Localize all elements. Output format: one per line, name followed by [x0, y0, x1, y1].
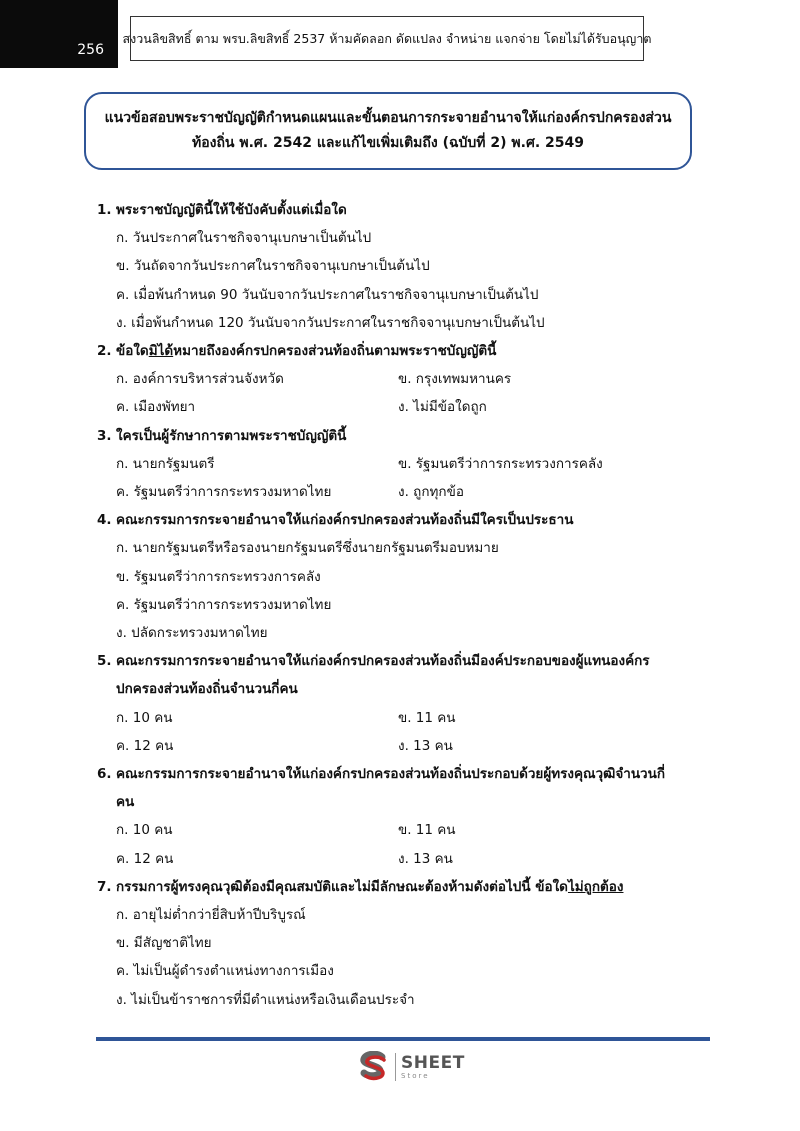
question-7	[97, 873, 707, 901]
logo-word: SHEET	[401, 1052, 465, 1073]
question-text: คณะกรรมการกระจายอำนาจให้แก่องค์กรปกครองส่วนท้องถิ่นมีใครเป็นประธาน	[116, 512, 574, 529]
option: ง. ไม่เป็นข้าราชการที่มีตำแหน่งหรือเงินเดือนประจำ	[116, 991, 415, 1008]
option: ง. เมื่อพ้นกำหนด 120 วันนับจากวันประกาศในราชกิจจานุเบกษาเป็นต้นไป	[116, 314, 545, 331]
question-text-line1: คณะกรรมการกระจายอำนาจให้แก่องค์กรปกครองส่วนท้องถิ่นประกอบด้วยผู้ทรงคุณวุฒิจำนวนกี่	[116, 766, 666, 783]
option: ข. รัฐมนตรีว่าการกระทรวงการคลัง	[116, 568, 321, 585]
question-3	[97, 422, 707, 450]
question-text-line2: ปกครองส่วนท้องถิ่นจำนวนกี่คน	[116, 681, 298, 698]
logo-sub: Store	[401, 1071, 430, 1080]
option: ก. 10 คน	[116, 822, 173, 839]
sheet-store-logo	[356, 1051, 465, 1083]
question-text-part: กรรมการผู้ทรงคุณวุฒิต้องมีคุณสมบัติและไม่มีลักษณะต้องห้ามดังต่อไปนี้ ข้อใด	[116, 878, 568, 895]
exam-title-box	[84, 92, 692, 170]
question-5	[97, 647, 707, 703]
question-1	[97, 196, 707, 224]
question-text-line1: คณะกรรมการกระจายอำนาจให้แก่องค์กรปกครองส่วนท้องถิ่นมีองค์ประกอบของผู้แทนองค์กร	[116, 653, 650, 670]
option: ข. 11 คน	[398, 822, 456, 839]
option: ข. วันถัดจากวันประกาศในราชกิจจานุเบกษาเป็นต้นไป	[116, 258, 430, 275]
sheet-store-s-logo-icon	[356, 1051, 390, 1083]
question-4	[97, 506, 707, 534]
question-text: พระราชบัญญัตินี้ให้ใช้บังคับตั้งแต่เมื่อใด	[116, 202, 347, 218]
option: ค. 12 คน	[116, 850, 174, 867]
option: ข. กรุงเทพมหานคร	[398, 371, 512, 388]
question-number: 3.	[97, 427, 112, 444]
option-row	[97, 845, 707, 873]
option: ข. 11 คน	[398, 709, 456, 726]
question-text-part: หมายถึงองค์กรปกครองส่วนท้องถิ่นตามพระราชบัญญัตินี้	[173, 343, 497, 360]
option-row	[97, 816, 707, 844]
question-number: 2.	[97, 343, 112, 360]
option-row	[97, 450, 707, 478]
option: ง. ไม่มีข้อใดถูก	[398, 399, 487, 416]
option: ค. เมื่อพ้นกำหนด 90 วันนับจากวันประกาศในราชกิจจานุเบกษาเป็นต้นไป	[116, 286, 539, 303]
option-row	[97, 365, 707, 393]
option-row	[97, 393, 707, 421]
option: ค. รัฐมนตรีว่าการกระทรวงมหาดไทย	[116, 596, 332, 613]
option: ง. ถูกทุกข้อ	[398, 484, 464, 501]
page-number: 256	[77, 42, 104, 58]
option-row	[97, 478, 707, 506]
question-number: 1.	[97, 202, 112, 218]
option: ค. 12 คน	[116, 737, 174, 754]
footer-divider	[96, 1037, 710, 1041]
option: ก. องค์การบริหารส่วนจังหวัด	[116, 371, 284, 388]
option: ข. รัฐมนตรีว่าการกระทรวงการคลัง	[398, 455, 603, 472]
option-row	[97, 704, 707, 732]
question-text-underlined: มิได้	[148, 343, 174, 360]
exam-title-line2: ท้องถิ่น พ.ศ. 2542 และแก้ไขเพิ่มเติมถึง (ฉบับที่ 2) พ.ศ. 2549	[191, 135, 585, 151]
option: ง. ปลัดกระทรวงมหาดไทย	[116, 625, 268, 642]
logo-divider	[395, 1053, 396, 1081]
page-number-tab	[0, 0, 118, 68]
option: ก. นายกรัฐมนตรีหรือรองนายกรัฐมนตรีซึ่งนายกรัฐมนตรีมอบหมาย	[116, 540, 499, 557]
question-number: 7.	[97, 878, 112, 895]
copyright-text: สงวนลิขสิทธิ์ ตาม พรบ.ลิขสิทธิ์ 2537 ห้ามคัดลอก ดัดแปลง จำหน่าย แจกจ่าย โดยไม่ได้รับอนุญาต	[122, 30, 652, 46]
question-text: ใครเป็นผู้รักษาการตามพระราชบัญญัตินี้	[116, 427, 347, 444]
question-2	[97, 337, 707, 365]
option: ค. ไม่เป็นผู้ดำรงตำแหน่งทางการเมือง	[116, 963, 334, 980]
question-text-underlined: ไม่ถูกต้อง	[567, 878, 624, 895]
option: ค. เมืองพัทยา	[116, 399, 196, 416]
option: ง. 13 คน	[398, 737, 453, 754]
question-6	[97, 760, 707, 816]
exam-title-line1: แนวข้อสอบพระราชบัญญัติกำหนดแผนและขั้นตอนการกระจายอำนาจให้แก่องค์กรปกครองส่วน	[104, 110, 672, 126]
option: ก. อายุไม่ต่ำกว่ายี่สิบห้าปีบริบูรณ์	[116, 907, 306, 924]
question-number: 5.	[97, 653, 112, 670]
option: ค. รัฐมนตรีว่าการกระทรวงมหาดไทย	[116, 484, 332, 501]
option: ข. มีสัญชาติไทย	[116, 935, 212, 952]
copyright-notice	[122, 16, 652, 61]
question-list	[97, 196, 707, 1014]
option: ง. 13 คน	[398, 850, 453, 867]
question-number: 6.	[97, 766, 112, 783]
option: ก. นายกรัฐมนตรี	[116, 455, 215, 472]
question-text-line2: คน	[116, 794, 135, 811]
question-text-part: ข้อใด	[116, 343, 149, 360]
question-number: 4.	[97, 512, 112, 529]
option: ก. 10 คน	[116, 709, 173, 726]
option: ก. วันประกาศในราชกิจจานุเบกษาเป็นต้นไป	[116, 230, 372, 247]
option-row	[97, 732, 707, 760]
logo-text	[401, 1052, 465, 1080]
